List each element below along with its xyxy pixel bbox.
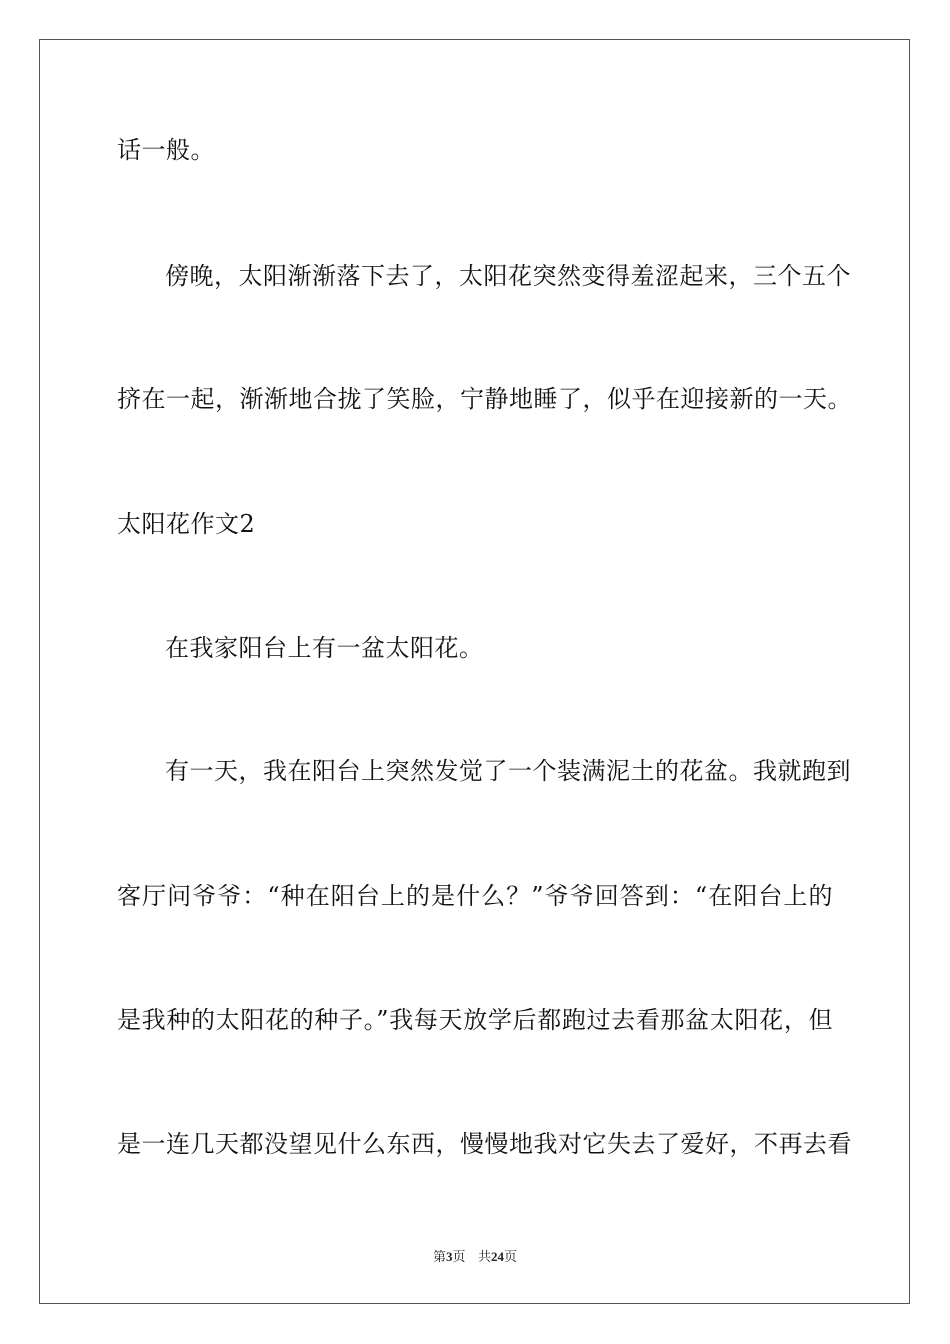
text-line-1: 话一般。 [117, 136, 215, 164]
text-line-3: 挤在一起，渐渐地合拢了笑脸，宁静地睡了，似乎在迎接新的一天。 [117, 385, 852, 413]
page-footer [0, 1249, 950, 1266]
text-line-5: 在我家阳台上有一盆太阳花。 [165, 634, 484, 662]
text-line-6: 有一天，我在阳台上突然发觉了一个装满泥土的花盆。我就跑到 [165, 757, 851, 785]
total-prefix: 共 [477, 1250, 491, 1265]
text-line-9: 是一连几天都没望见什么东西，慢慢地我对它失去了爱好，不再去看 [117, 1130, 852, 1158]
page-prefix: 第 [433, 1250, 447, 1265]
section-heading: 太阳花作文2 [117, 510, 256, 538]
text-line-2: 傍晚，太阳渐渐落下去了，太阳花突然变得羞涩起来，三个五个 [165, 262, 851, 290]
text-line-7: 客厅问爷爷：“种在阳台上的是什么？”爷爷回答到：“在阳台上的 [117, 882, 833, 910]
total-suffix: 页 [503, 1250, 517, 1265]
page-border [39, 39, 910, 1304]
text-line-8: 是我种的太阳花的种子。”我每天放学后都跑过去看那盆太阳花，但 [117, 1006, 833, 1034]
page-number: 3 [446, 1249, 453, 1264]
page-suffix: 页 [452, 1250, 466, 1265]
total-pages: 24 [490, 1249, 504, 1264]
